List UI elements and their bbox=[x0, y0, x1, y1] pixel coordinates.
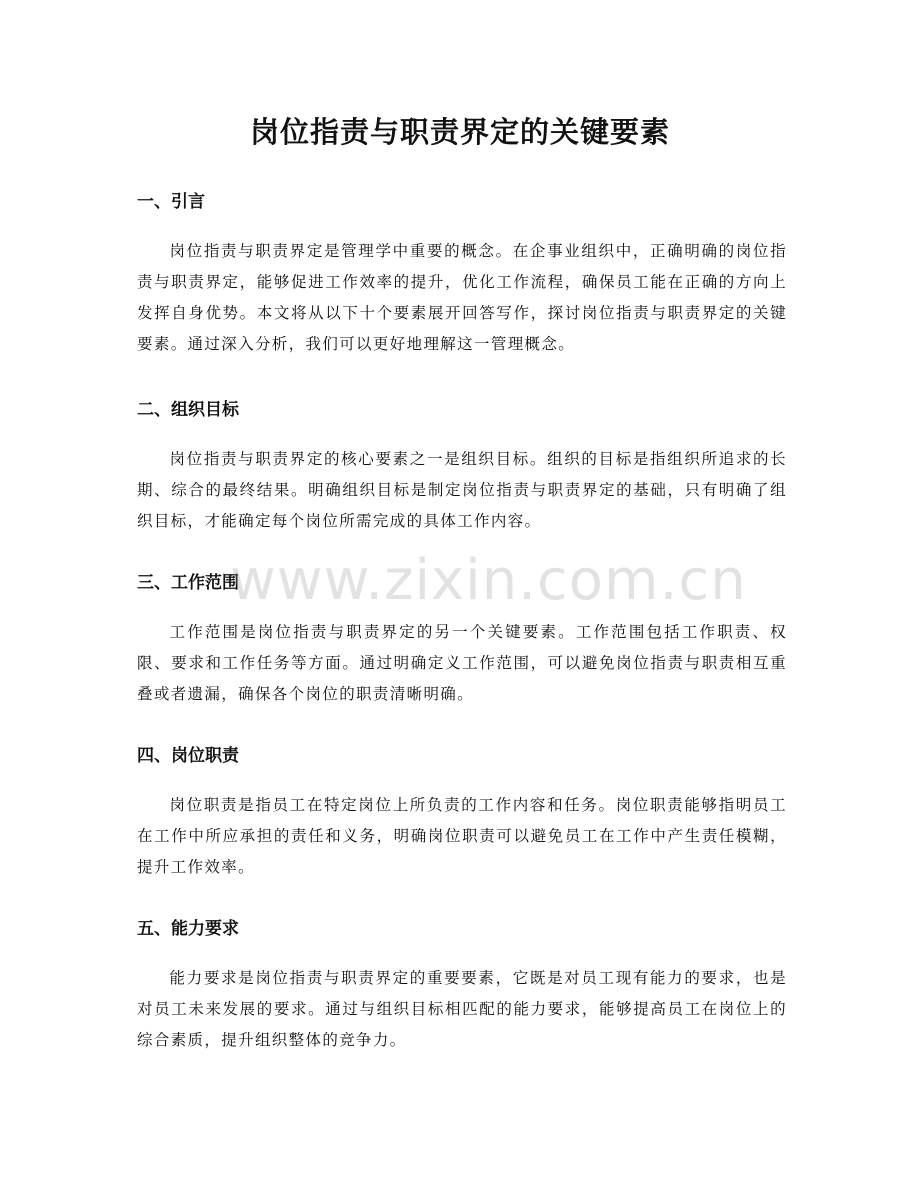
section-paragraph: 岗位指责与职责界定是管理学中重要的概念。在企事业组织中，正确明确的岗位指责与职责界定，能够促进工作效率的提升，优化工作流程，确保员工能在正确的方向上发挥自身优势。本文将从以下十个要素展开回答写作，探讨岗位指责与职责界定的关键要素。通过深入分析，我们可以更好地理解这一管理概念。 bbox=[137, 242, 787, 353]
watermark: www.zixin.com.cn bbox=[230, 548, 747, 613]
section-work-scope bbox=[137, 570, 787, 710]
section-paragraph: 岗位指责与职责界定的核心要素之一是组织目标。组织的目标是指组织所追求的长期、综合的最终结果。明确组织目标是制定岗位指责与职责界定的基础，只有明确了组织目标，才能确定每个岗位所需完成的具体工作内容。 bbox=[137, 450, 787, 530]
section-job-duties bbox=[137, 743, 787, 883]
section-paragraph: 工作范围是岗位指责与职责界定的另一个关键要素。工作范围包括工作职责、权限、要求和工作任务等方面。通过明确定义工作范围，可以避免岗位指责与职责相互重叠或者遗漏，确保各个岗位的职责清晰明确。 bbox=[137, 623, 787, 703]
section-heading: 三、工作范围 bbox=[137, 573, 239, 593]
section-paragraph: 岗位职责是指员工在特定岗位上所负责的工作内容和任务。岗位职责能够指明员工在工作中所应承担的责任和义务，明确岗位职责可以避免员工在工作中产生责任模糊，提升工作效率。 bbox=[137, 796, 787, 876]
section-organization-goals bbox=[137, 397, 787, 537]
section-introduction bbox=[137, 189, 787, 360]
section-heading: 五、能力要求 bbox=[137, 919, 239, 939]
document-title: 岗位指责与职责界定的关键要素 bbox=[249, 115, 670, 149]
section-heading: 一、引言 bbox=[137, 192, 205, 212]
section-ability-requirements bbox=[137, 916, 787, 1056]
section-heading: 二、组织目标 bbox=[137, 400, 239, 420]
section-heading: 四、岗位职责 bbox=[137, 746, 239, 766]
section-paragraph: 能力要求是岗位指责与职责界定的重要要素，它既是对员工现有能力的要求，也是对员工未来发展的要求。通过与组织目标相匹配的能力要求，能够提高员工在岗位上的综合素质，提升组织整体的竞争力。 bbox=[137, 969, 787, 1049]
